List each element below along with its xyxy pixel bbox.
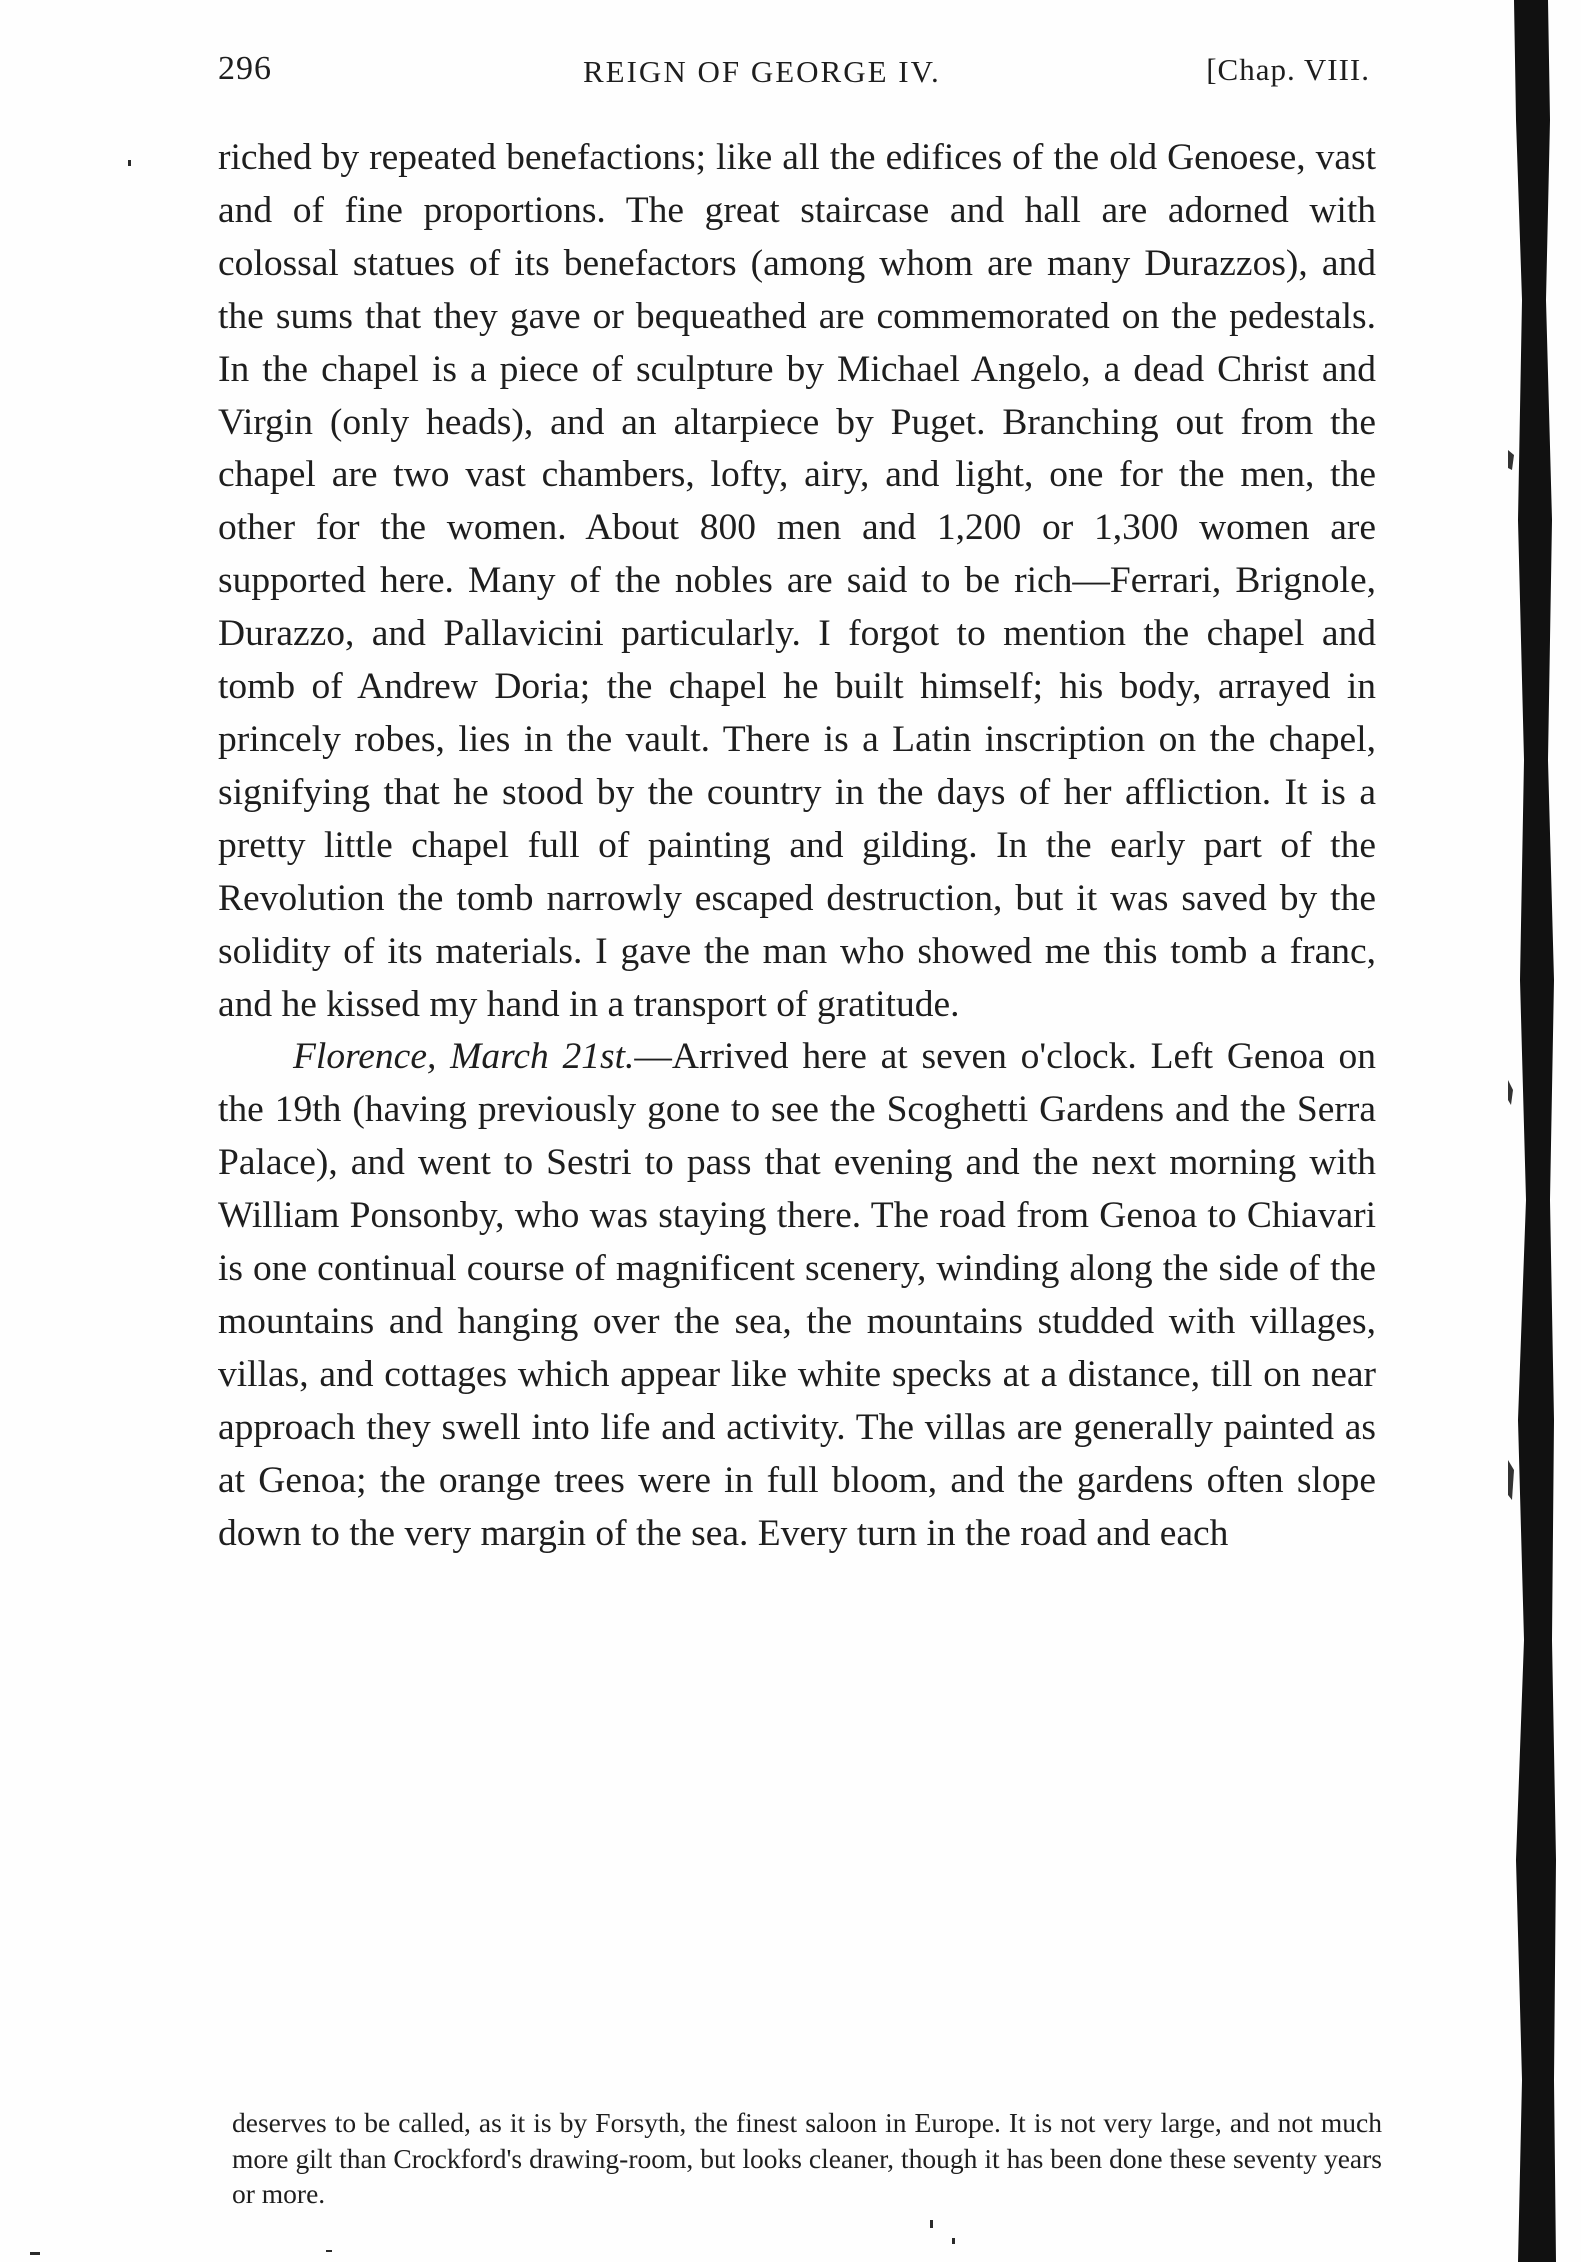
print-speck bbox=[326, 2250, 332, 2252]
print-speck bbox=[128, 160, 131, 166]
paragraph-florence-text: —Arrived here at seven o'clock. Left Genoa on the 19th (having previously gone to see the Scoghetti Gardens and the Serra Palace), and went to Sestri to pass that evening and the next morning with William Ponsonby, who was staying there. The road from Genoa to Chiavari is one continual course of magnificent scenery, winding along the side of the mountains and hanging over the sea, the mountains studded with villages, villas, and cottages which appear like white specks at a distance, till on near approach they swell into life and activity. The villas are generally painted as at Genoa; the orange trees were in full bloom, and the gardens often slope down to the very margin of the sea. Every turn in the road and each bbox=[218, 1036, 1376, 1554]
paragraph-florence-entry bbox=[218, 1031, 1376, 1560]
footnote-text: deserves to be called, as it is by Forsyth, the finest saloon in Europe. It is not very large, and not much more gilt than Crockford's drawing-room, but looks cleaner, though it has been done these seventy years or more. bbox=[232, 2107, 1382, 2209]
body-text bbox=[218, 132, 1376, 1560]
print-speck bbox=[930, 2220, 933, 2228]
footnote bbox=[232, 2105, 1382, 2212]
running-title: REIGN OF GEORGE IV. bbox=[583, 54, 941, 89]
running-head bbox=[218, 50, 1370, 100]
print-speck bbox=[952, 2238, 955, 2244]
paragraph-genoa-hospital: riched by repeated benefactions; like all the edifices of the old Genoese, vast and of fine proportions. The great staircase and hall are adorned with colossal statues of its benefactors (among whom are many Durazzos), and the sums that they gave or bequeathed are commemorated on the pedestals. In the chapel is a piece of sculpture by Michael Angelo, a dead Christ and Virgin (only heads), and an altarpiece by Puget. Branching out from the chapel are two vast chambers, lofty, airy, and light, one for the men, the other for the women. About 800 men and 1,200 or 1,300 women are supported here. Many of the nobles are said to be rich—Ferrari, Brignole, Durazzo, and Pallavicini particularly. I forgot to mention the chapel and tomb of Andrew Doria; the chapel he built himself; his body, arrayed in princely robes, lies in the vault. There is a Latin inscription on the chapel, signifying that he stood by the country in the days of her affliction. It is a pretty little chapel full of painting and gilding. In the early part of the Revolution the tomb narrowly escaped destruction, but it was saved by the solidity of its materials. I gave the man who showed me this tomb a franc, and he kissed my hand in a transport of gratitude. bbox=[218, 137, 1376, 1025]
chapter-label: [Chap. VIII. bbox=[1206, 52, 1370, 87]
page-number: 296 bbox=[218, 50, 272, 87]
dateline: Florence, March 21st. bbox=[293, 1036, 635, 1078]
binding-shadow bbox=[1508, 0, 1556, 2262]
print-speck bbox=[30, 2252, 40, 2255]
